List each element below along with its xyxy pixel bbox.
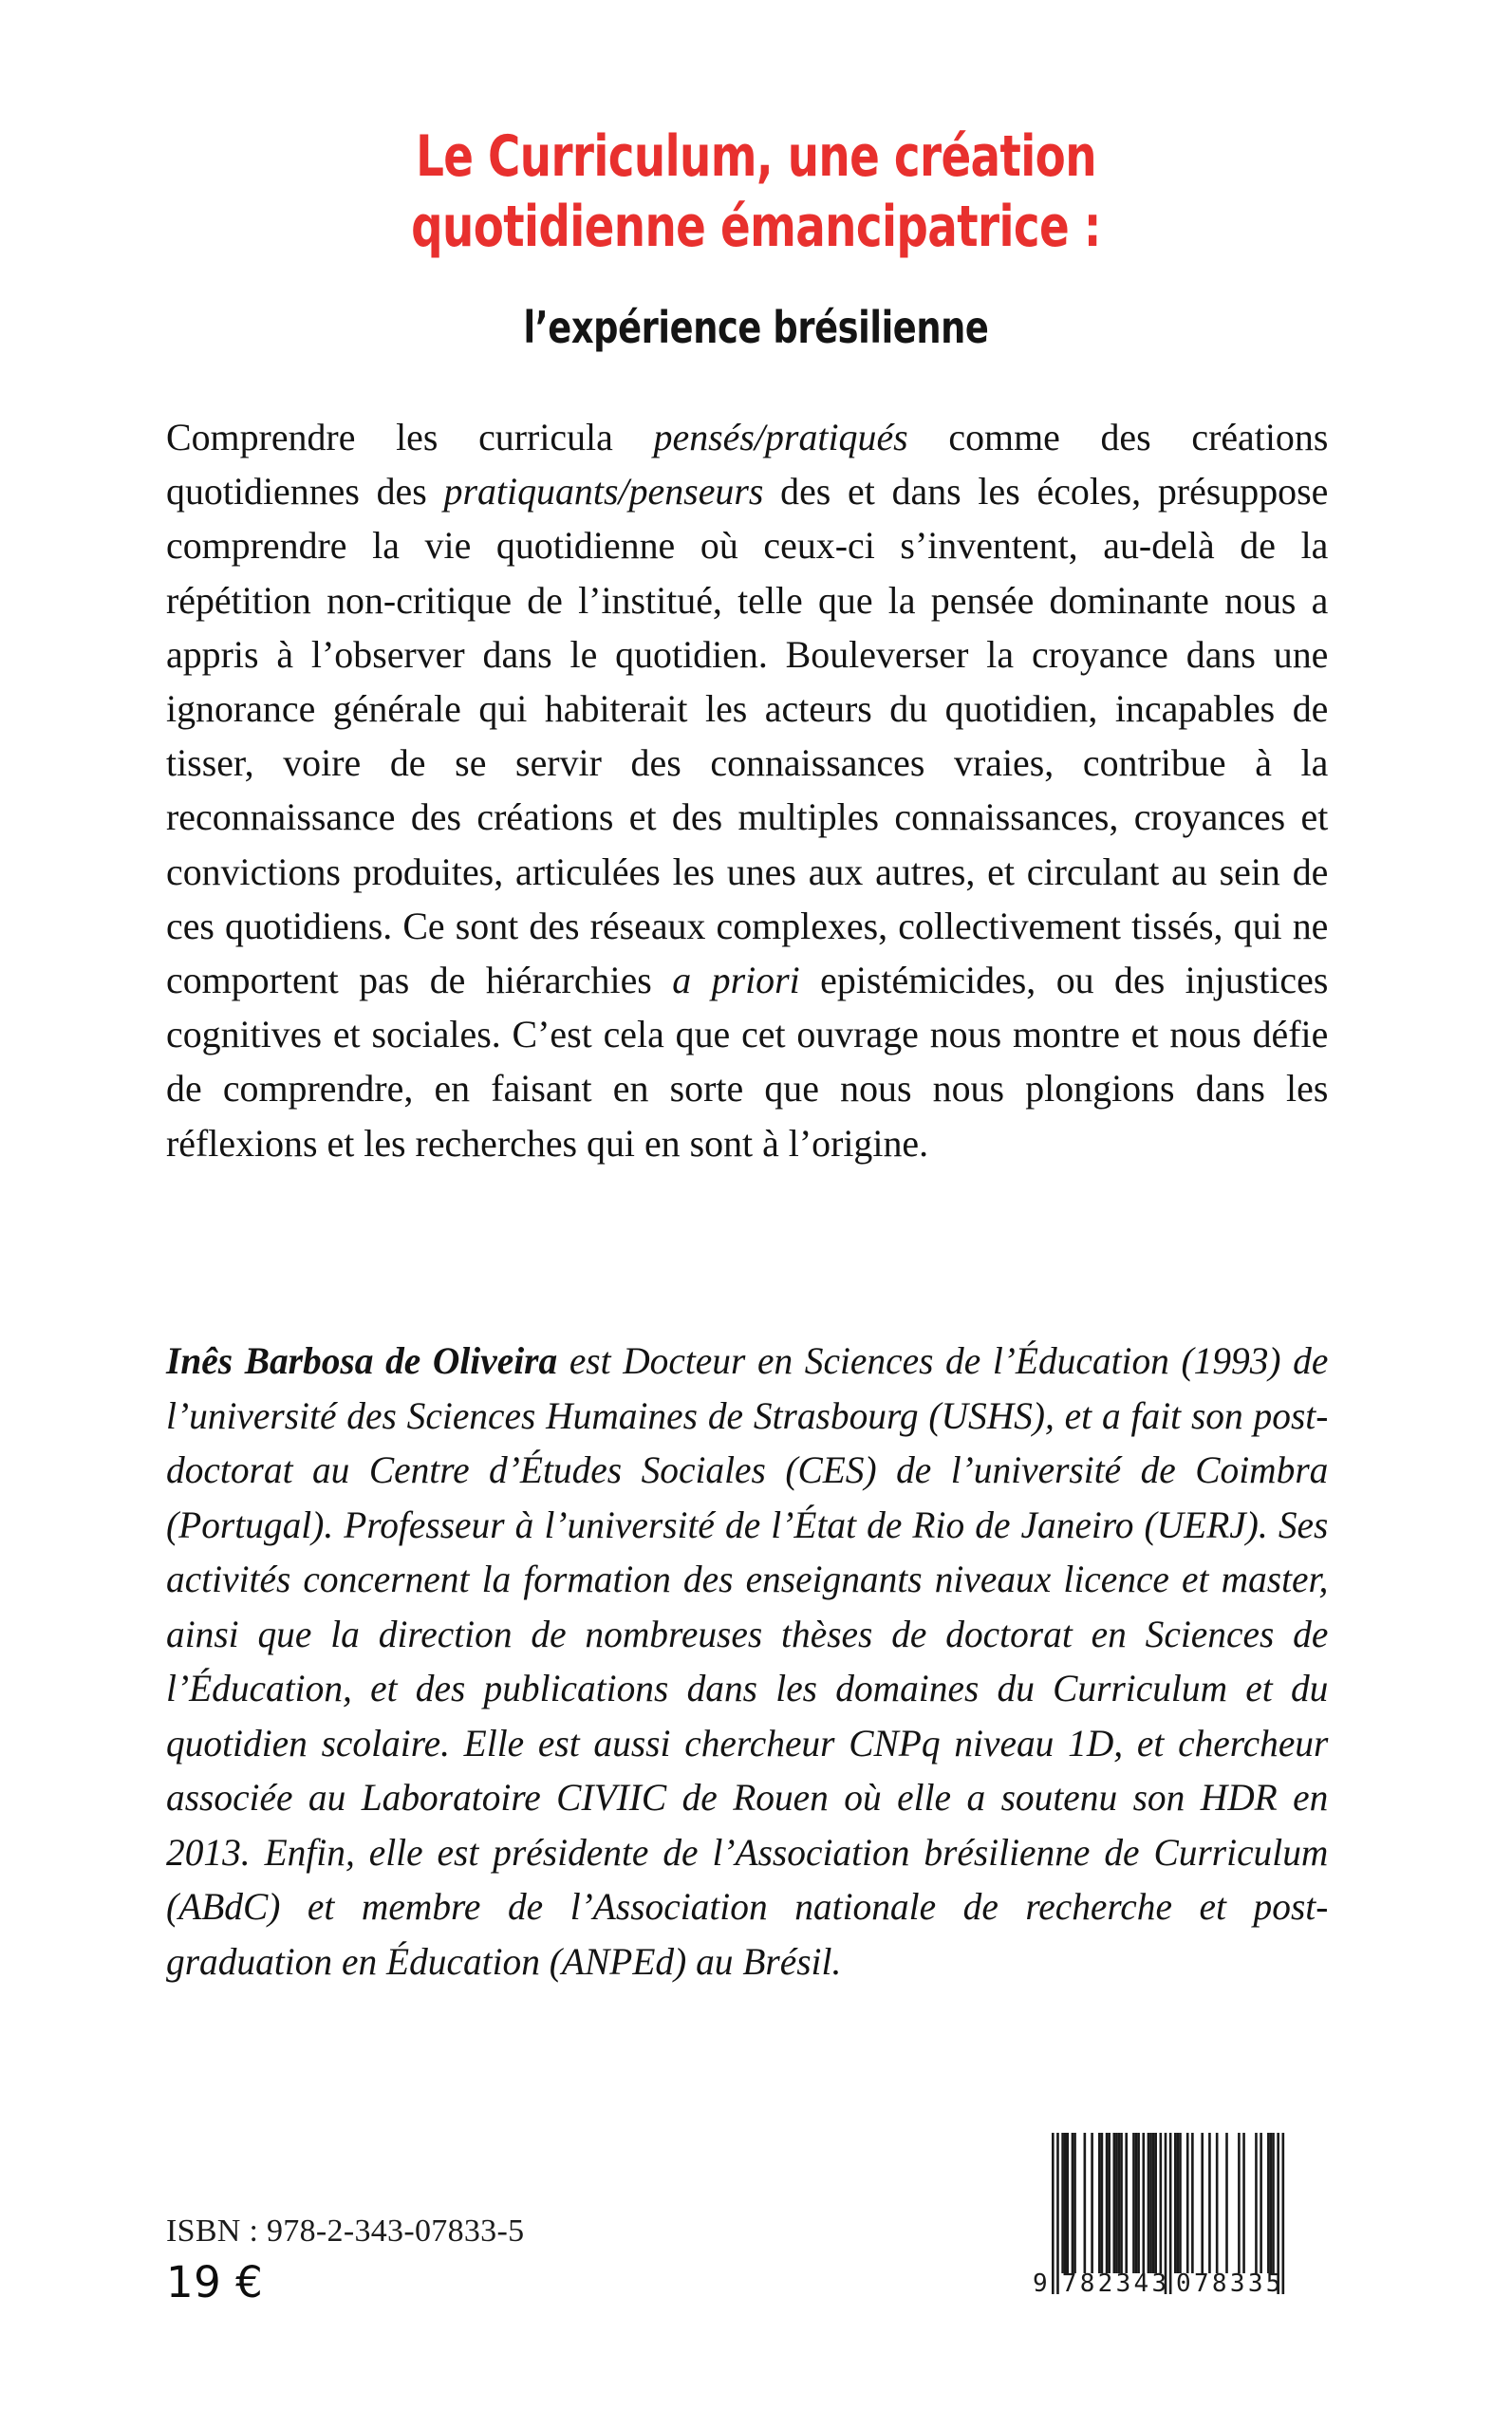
blurb-run-2: comme des créations quotidiennes des: [166, 416, 1329, 514]
blurb-run-3: pratiquants/penseurs: [443, 470, 764, 514]
title-line-1: Le Curriculum, une création: [416, 123, 1096, 190]
blurb-run-5: a priori: [672, 959, 800, 1002]
blurb-run-0: Comprendre les curricula: [166, 416, 654, 458]
author-name: Inês Barbosa de Oliveira: [166, 1339, 558, 1382]
svg-text:078335: 078335: [1176, 2269, 1284, 2298]
author-bio-text: est Docteur en Sciences de l’Éducation (1993) de l’université des Sciences Humaines de Strasbourg (USHS), et a fait son post-doctorat au Centre d’Études Sociales (CES) de l’université de Coimbra (Portugal). Professeur à l’université de l’État de Rio de Janeiro (UERJ). Ses activités concernent la formation des enseignants niveaux licence et master, ainsi que la direction de nombreuses thèses de doctorat en Sciences de l’Éducation, et des publications dans les domaines du Curriculum et du quotidien scolaire. Elle est aussi chercheur CNPq niveau 1D, et chercheur associée au Laboratoire CIVIIC de Rouen où elle a soutenu son HDR en 2013. Enfin, elle est présidente de l’Association brésilienne de Curriculum (ABdC) et membre de l’Association nationale de recherche et post-graduation en Éducation (ANPEd) au Brésil.: [166, 1339, 1329, 1983]
subtitle: l’expérience brésilienne: [523, 302, 989, 353]
price-label: 19 €: [166, 2257, 264, 2307]
isbn-text: ISBN : 978-2-343-07833-5: [166, 2213, 525, 2249]
svg-text:782343: 782343: [1061, 2269, 1170, 2298]
footer-left: [166, 2212, 524, 2308]
blurb-paragraph: [166, 410, 1328, 1170]
barcode: [1027, 2123, 1350, 2342]
title-block: [0, 121, 1512, 355]
blurb-run-6: epistémicides, ou des injustices cognitives et sociales. C’est cela que cet ouvrage nous montre et nous défie de comprendre, en faisant en sorte que nous nous plongions dans les réflexions et les recherches qui en sont à l’origine.: [166, 959, 1329, 1165]
svg-text:9: 9: [1033, 2269, 1048, 2298]
blurb-run-1: pensés/pratiqués: [653, 416, 908, 458]
title-line-2: quotidienne émancipatrice :: [411, 194, 1101, 260]
ean13-barcode-svg: [1027, 2123, 1350, 2342]
author-bio-paragraph: [166, 1334, 1328, 1989]
blurb-run-4: des et dans les écoles, présuppose comprendre la vie quotidienne où ceux-ci s’inventent, au-delà de la répétition non-critique de l’institué, telle que la pensée dominante nous a appris à l’observer dans le quotidien. Bouleverser la croyance dans une ignorance générale qui habiterait les acteurs du quotidien, incapables de tisser, voire de se servir des connaissances vraies, contribue à la reconnaissance des créations et des multiples connaissances, croyances et convictions produites, articulées les unes aux autres, et circulant au sein de ces quotidiens. Ce sont des réseaux complexes, collectivement tissés, qui ne comportent pas de hiérarchies: [166, 470, 1329, 1002]
